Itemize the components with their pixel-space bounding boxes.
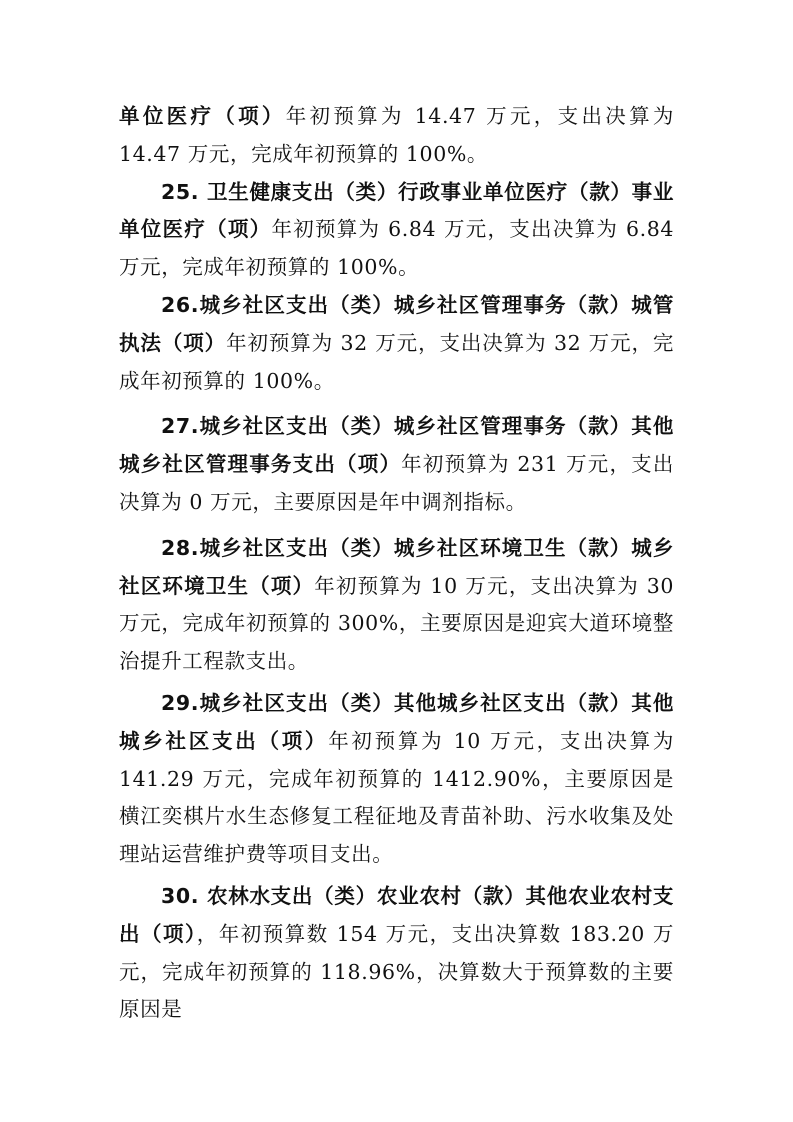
paragraph-28 [119, 530, 674, 681]
paragraph-heading: 29.城乡社区支出（类）其他城乡社区支出（款）其他城乡社区支出（项） [119, 690, 674, 753]
paragraph-body: 年初预算为 10 万元，支出决算为 141.29 万元，完成年初预算的 1412.90%，主要原因是横江奕棋片水生态修复工程征地及青苗补助、污水收集及处理站运营维护费等项目支出。 [119, 728, 674, 867]
paragraph-heading: 25. 卫生健康支出（类）行政事业单位医疗（款）事业单位医疗（项） [119, 179, 674, 242]
paragraph-27 [119, 408, 674, 521]
paragraph-24-continued [119, 98, 674, 174]
paragraph-heading: 28.城乡社区支出（类）城乡社区环境卫生（款）城乡社区环境卫生（项） [119, 535, 674, 598]
document-page [119, 98, 674, 1029]
paragraph-heading: 单位医疗（项） [119, 104, 286, 128]
paragraph-body: 年初预算为 10 万元，支出决算为 30 万元，完成年初预算的 300%，主要原因是迎宾大道环境整治提升工程款支出。 [119, 573, 674, 674]
paragraph-heading: 30. 农林水支出（类）农业农村（款）其他农业农村支出（项） [119, 883, 674, 946]
paragraph-body: 年初预算为 32 万元，支出决算为 32 万元，完成年初预算的 100%。 [119, 330, 674, 393]
paragraph-29 [119, 685, 674, 874]
paragraph-heading: 27.城乡社区支出（类）城乡社区管理事务（款）其他城乡社区管理事务支出（项） [119, 414, 674, 477]
paragraph-body: 年初预算为 231 万元，支出决算为 0 万元，主要原因是年中调剂指标。 [119, 452, 674, 514]
paragraph-body: ，年初预算数 154 万元，支出决算数 183.20 万元，完成年初预算的 118.96%，决算数大于预算数的主要原因是 [119, 921, 674, 1022]
paragraph-25 [119, 174, 674, 287]
paragraph-26 [119, 287, 674, 400]
paragraph-body: 年初预算为 14.47 万元，支出决算为 14.47 万元，完成年初预算的 100%。 [119, 104, 674, 166]
paragraph-heading: 26.城乡社区支出（类）城乡社区管理事务（款）城管执法（项） [119, 292, 674, 355]
paragraph-body: 年初预算为 6.84 万元，支出决算为 6.84 万元，完成年初预算的 100%。 [119, 217, 674, 280]
paragraph-30 [119, 878, 674, 1029]
